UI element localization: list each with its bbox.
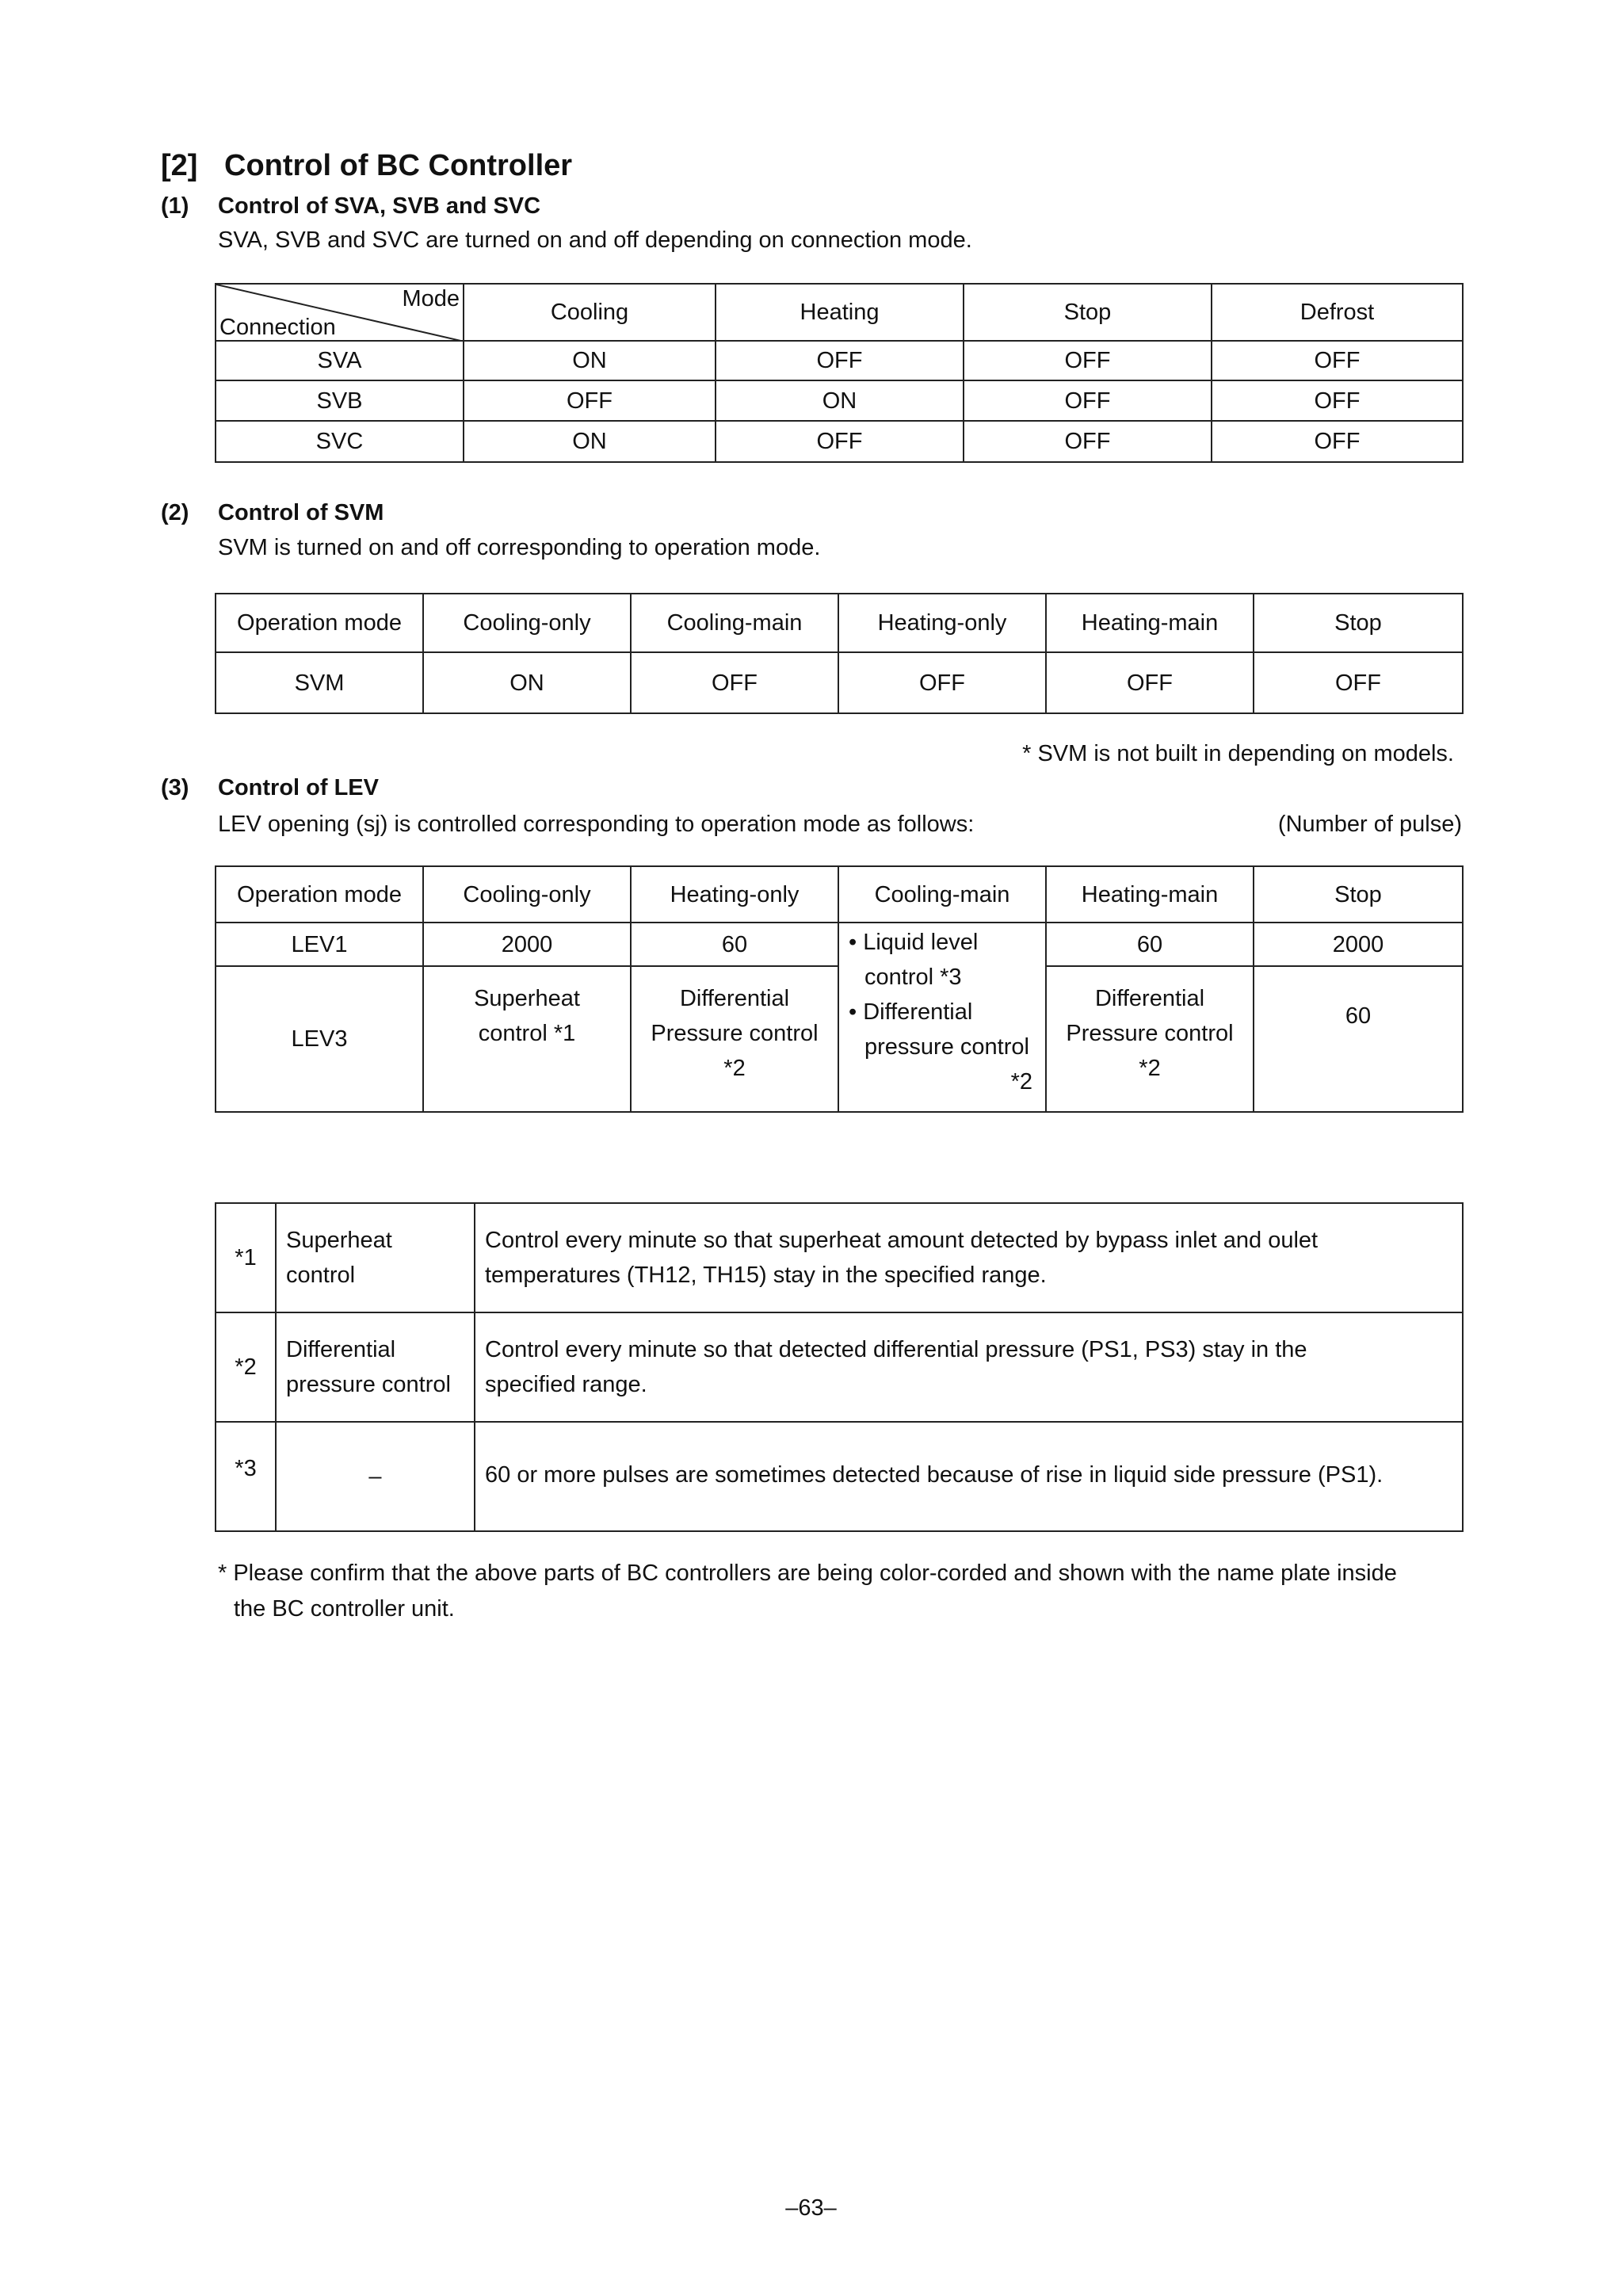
notes-table xyxy=(215,1202,1464,1532)
row-label: SVA xyxy=(216,341,464,380)
table-cell: OFF xyxy=(964,380,1212,421)
subsection-2-title: Control of SVM xyxy=(218,500,384,525)
row-label: LEV1 xyxy=(216,923,423,966)
section-title: Control of BC Controller xyxy=(224,149,573,182)
lev-header-cooling-main: Cooling-main xyxy=(838,866,1046,923)
table-row xyxy=(216,652,1463,713)
lev-header-operation-mode: Operation mode xyxy=(216,866,423,923)
note-mark: *3 xyxy=(216,1422,276,1531)
svm-table-header-row xyxy=(216,594,1463,652)
note-text-line: 60 or more pulses are sometimes detected because of rise in liquid side pressure (PS1). xyxy=(485,1462,1383,1488)
cell-line: control *1 xyxy=(478,1021,576,1046)
row-label: SVB xyxy=(216,380,464,421)
table-cell: OFF xyxy=(716,341,964,380)
note-text-line: specified range. xyxy=(485,1372,647,1397)
subsection-1-number: (1) xyxy=(161,193,189,219)
bullet-differential: • Differential xyxy=(849,999,973,1025)
cell-line: Differential xyxy=(679,986,790,1011)
table-cell: OFF xyxy=(964,341,1212,380)
note-text-line: temperatures (TH12, TH15) stay in the specified range. xyxy=(485,1263,1047,1288)
cell-line: Differential xyxy=(1094,986,1205,1011)
section-number: [2] xyxy=(161,149,198,182)
note-name-line: control xyxy=(286,1263,356,1288)
lev-header-stop: Stop xyxy=(1254,866,1463,923)
table-cell: OFF xyxy=(1046,652,1254,713)
cell-line: Pressure control xyxy=(1066,1021,1234,1046)
lev-table-header-row xyxy=(216,866,1463,923)
note-name: – xyxy=(276,1422,475,1531)
table-cell: OFF xyxy=(631,652,838,713)
unit-note: (Number of pulse) xyxy=(1277,812,1462,837)
sv-table xyxy=(215,283,1464,463)
subsection-2-number: (2) xyxy=(161,500,189,525)
table-cell: ON xyxy=(464,421,716,462)
corner-mode-label: Mode xyxy=(402,286,460,311)
lev-header-cooling-only: Cooling-only xyxy=(423,866,631,923)
page-number: –63– xyxy=(785,2195,837,2221)
bullet-differential-ref: *2 xyxy=(1010,1069,1032,1095)
svm-header-operation-mode: Operation mode xyxy=(216,594,423,652)
svm-table xyxy=(215,593,1464,714)
note-text-line: Control every minute so that detected differential pressure (PS1, PS3) stay in the xyxy=(485,1337,1307,1362)
svm-header-cooling-only: Cooling-only xyxy=(423,594,631,652)
note-mark: *1 xyxy=(216,1203,276,1312)
svm-header-heating-only: Heating-only xyxy=(838,594,1046,652)
note-name-line: Differential xyxy=(286,1337,396,1362)
table-cell: 2000 xyxy=(1254,923,1463,966)
table-cell: OFF xyxy=(716,421,964,462)
note-text xyxy=(475,1312,1463,1422)
subsection-1-description: SVA, SVB and SVC are turned on and off depending on connection mode. xyxy=(218,227,972,253)
table-cell: OFF xyxy=(464,380,716,421)
bottom-note-line: the BC controller unit. xyxy=(234,1596,455,1622)
note-name xyxy=(276,1203,475,1312)
cooling-main-cell xyxy=(838,923,1046,1112)
svm-footnote: * SVM is not built in depending on models. xyxy=(1022,741,1454,766)
subsection-3-description: LEV opening (sj) is controlled corresponding to operation mode as follows: xyxy=(218,812,975,837)
table-cell: OFF xyxy=(1212,341,1463,380)
subsection-2-description: SVM is turned on and off corresponding to operation mode. xyxy=(218,535,821,560)
row-label: SVC xyxy=(216,421,464,462)
subsection-1-heading xyxy=(161,193,540,220)
table-cell: OFF xyxy=(964,421,1212,462)
cell-line: *2 xyxy=(1139,1056,1161,1081)
bullet-differential-cont: pressure control xyxy=(864,1034,1029,1060)
lev-header-heating-only: Heating-only xyxy=(631,866,838,923)
svm-header-stop: Stop xyxy=(1254,594,1463,652)
sv-table-corner-cell xyxy=(216,284,464,341)
table-cell: OFF xyxy=(1212,421,1463,462)
section-heading xyxy=(161,149,572,183)
note-text xyxy=(475,1422,1463,1531)
svm-header-cooling-main: Cooling-main xyxy=(631,594,838,652)
table-cell: ON xyxy=(423,652,631,713)
table-row xyxy=(216,421,1463,462)
note-text-line: Control every minute so that superheat amount detected by bypass inlet and oulet xyxy=(485,1228,1319,1253)
row-label: LEV3 xyxy=(216,966,423,1112)
note-name xyxy=(276,1312,475,1422)
table-cell: OFF xyxy=(1212,380,1463,421)
table-cell: 60 xyxy=(1254,966,1463,1112)
table-row xyxy=(216,1203,1463,1312)
table-cell: ON xyxy=(464,341,716,380)
table-cell: OFF xyxy=(838,652,1046,713)
corner-connection-label: Connection xyxy=(219,315,336,340)
subsection-3-heading xyxy=(161,775,379,801)
table-cell: 60 xyxy=(631,923,838,966)
sv-header-cooling: Cooling xyxy=(464,284,716,341)
note-text xyxy=(475,1203,1463,1312)
table-cell: OFF xyxy=(1254,652,1463,713)
note-name-line: Superheat xyxy=(286,1228,392,1253)
subsection-1-title: Control of SVA, SVB and SVC xyxy=(218,193,541,219)
subsection-2-heading xyxy=(161,500,384,526)
lev-table xyxy=(215,865,1464,1113)
table-cell: 60 xyxy=(1046,923,1254,966)
row-label: SVM xyxy=(216,652,423,713)
table-cell xyxy=(631,966,838,1112)
bullet-liquid-level-cont: control *3 xyxy=(864,965,962,990)
table-cell xyxy=(423,966,631,1112)
bottom-note xyxy=(218,1556,1502,1627)
bottom-note-line: * Please confirm that the above parts of BC controllers are being color-corded and shown with the name plate inside xyxy=(218,1561,1397,1586)
sv-header-defrost: Defrost xyxy=(1212,284,1463,341)
subsection-3-number: (3) xyxy=(161,775,189,800)
cell-line: *2 xyxy=(723,1056,746,1081)
table-row xyxy=(216,1422,1463,1531)
svm-header-heating-main: Heating-main xyxy=(1046,594,1254,652)
note-mark: *2 xyxy=(216,1312,276,1422)
lev-header-heating-main: Heating-main xyxy=(1046,866,1254,923)
table-row xyxy=(216,1312,1463,1422)
table-cell: 2000 xyxy=(423,923,631,966)
sv-header-stop: Stop xyxy=(964,284,1212,341)
subsection-3-title: Control of LEV xyxy=(218,775,379,800)
table-row xyxy=(216,380,1463,421)
table-cell xyxy=(1046,966,1254,1112)
sv-table-header-row xyxy=(216,284,1463,341)
table-row xyxy=(216,341,1463,380)
cell-line: Pressure control xyxy=(651,1021,819,1046)
sv-header-heating: Heating xyxy=(716,284,964,341)
cell-line: Superheat xyxy=(474,986,580,1011)
note-name-line: pressure control xyxy=(286,1372,451,1397)
table-cell: ON xyxy=(716,380,964,421)
bullet-liquid-level: • Liquid level xyxy=(849,930,979,955)
lev1-row xyxy=(216,923,1463,966)
